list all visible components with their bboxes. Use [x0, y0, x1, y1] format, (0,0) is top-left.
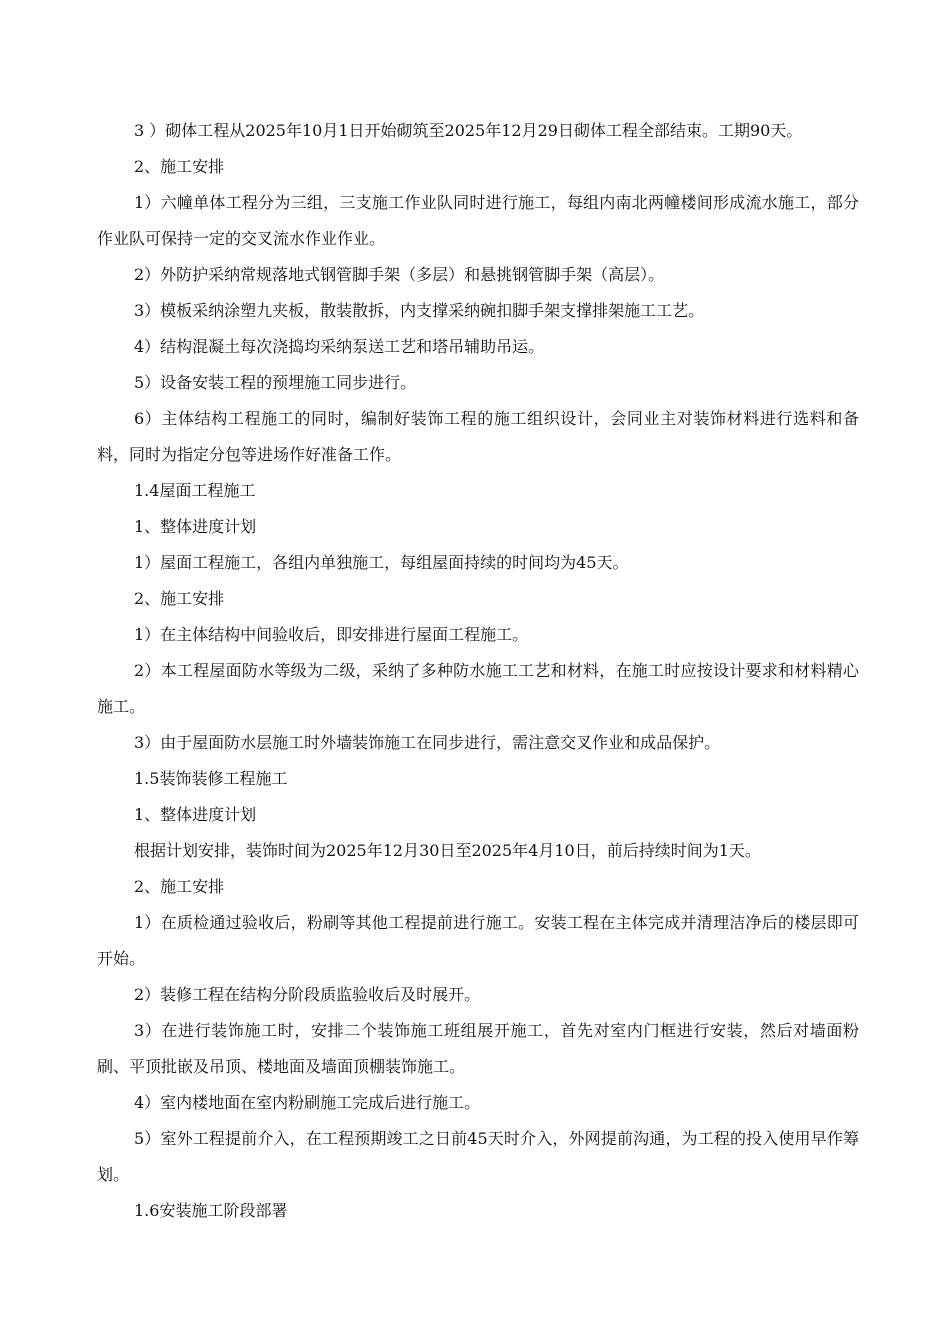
- heading-decoration-arrangement: 2、施工安排: [134, 877, 225, 896]
- section-heading-installation: 1.6安装施工阶段部署: [134, 1201, 288, 1220]
- paragraph-decoration-arrangement-4: 4）室内楼地面在室内粉刷施工完成后进行施工。: [134, 1093, 481, 1112]
- paragraph-decoration-arrangement-5: 5）室外工程提前介入，在工程预期竣工之日前45天时介入，外网提前沟通，为工程的投入使用早作筹划。: [97, 1129, 859, 1184]
- paragraph-roof-arrangement-3: 3）由于屋面防水层施工时外墙装饰施工在同步进行，需注意交叉作业和成品保护。: [134, 733, 721, 752]
- paragraph-roof-schedule-1: 1）屋面工程施工，各组内单独施工，每组屋面持续的时间均为45天。: [134, 553, 629, 572]
- paragraph-decoration-arrangement-2: 2）装修工程在结构分阶段质监验收后及时展开。: [134, 985, 481, 1004]
- paragraph-decoration-arrangement-1: 1）在质检通过验收后，粉刷等其他工程提前进行施工。安装工程在主体完成并清理洁净后的楼层即可开始。: [97, 913, 859, 968]
- heading-construction-arrangement: 2、施工安排: [134, 157, 225, 176]
- paragraph-roof-arrangement-2: 2）本工程屋面防水等级为二级，采纳了多种防水施工工艺和材料，在施工时应按设计要求和材料精心施工。: [97, 661, 859, 716]
- paragraph-masonry-schedule: 3 ）砌体工程从2025年10月1日开始砌筑至2025年12月29日砌体工程全部结束。工期90天。: [134, 121, 803, 140]
- paragraph-arrangement-1: 1）六幢单体工程分为三组，三支施工作业队同时进行施工，每组内南北两幢楼间形成流水施工，部分作业队可保持一定的交叉流水作业作业。: [97, 193, 859, 248]
- document-body: [97, 113, 859, 1229]
- heading-roof-schedule: 1、整体进度计划: [134, 517, 257, 536]
- paragraph-arrangement-4: 4）结构混凝土每次浇捣均采纳泵送工艺和塔吊辅助吊运。: [134, 337, 545, 356]
- paragraph-arrangement-5: 5）设备安装工程的预埋施工同步进行。: [134, 373, 417, 392]
- paragraph-arrangement-3: 3）模板采纳涂塑九夹板，散装散拆，内支撑采纳碗扣脚手架支撑排架施工工艺。: [134, 301, 705, 320]
- paragraph-roof-arrangement-1: 1）在主体结构中间验收后，即安排进行屋面工程施工。: [134, 625, 529, 644]
- heading-decoration-schedule: 1、整体进度计划: [134, 805, 257, 824]
- section-heading-decoration: 1.5装饰装修工程施工: [134, 769, 288, 788]
- section-heading-roof: 1.4屋面工程施工: [134, 481, 256, 500]
- heading-roof-arrangement: 2、施工安排: [134, 589, 225, 608]
- paragraph-arrangement-6: 6）主体结构工程施工的同时，编制好装饰工程的施工组织设计，会同业主对装饰材料进行选料和备料，同时为指定分包等进场作好准备工作。: [97, 409, 859, 464]
- paragraph-arrangement-2: 2）外防护采纳常规落地式钢管脚手架（多层）和悬挑钢管脚手架（高层）。: [134, 265, 665, 284]
- paragraph-decoration-schedule: 根据计划安排，装饰时间为2025年12月30日至2025年4月10日，前后持续时间为1天。: [134, 841, 761, 860]
- paragraph-decoration-arrangement-3: 3）在进行装饰施工时，安排二个装饰施工班组展开施工，首先对室内门框进行安装，然后对墙面粉刷、平顶批嵌及吊顶、楼地面及墙面顶棚装饰施工。: [97, 1021, 859, 1076]
